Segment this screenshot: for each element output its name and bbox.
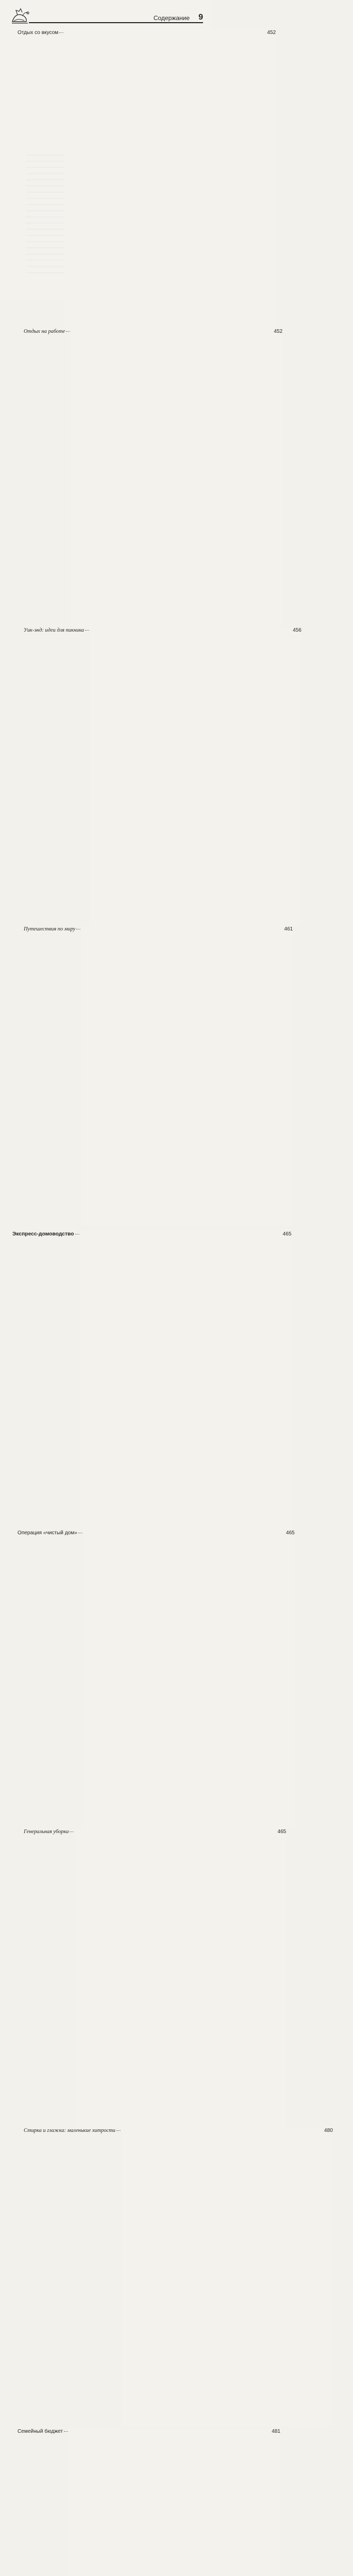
toc-entry-uik-end: Уик-энд: идеи для пикника 456 — [12, 628, 201, 926]
table-of-contents — [12, 30, 333, 2576]
section-title: Содержание — [153, 14, 190, 22]
toc-entry-puteshestviya: Путешествия по миру 461 — [12, 926, 201, 1225]
toc-entry-stirka-i-glazhka: Стирка и глажка: маленькие хитрости 480 — [12, 2128, 201, 2427]
leader-dots — [64, 2431, 68, 2432]
leader-dots — [66, 331, 70, 332]
toc-entry-operatsiya-chistyy-dom: Операция «чистый дом» 465 — [12, 1530, 201, 1829]
leader-dots — [85, 630, 89, 631]
decorative-logo-icon — [9, 7, 31, 25]
header-rule — [29, 22, 203, 23]
toc-entry-semeynyy-byudzhet: Семейный бюджет 481 — [12, 2429, 201, 2576]
leader-dots — [116, 2130, 121, 2131]
page-number: 9 — [198, 13, 203, 22]
toc-entry-otdykh-na-rabote: Отдых на работе 452 — [12, 329, 201, 628]
leader-dots — [59, 32, 63, 33]
toc-entry-generalnaya-uborka: Генеральная уборка 465 — [12, 1829, 201, 2128]
toc-entry-ekspress-domovodstvo: Экспресс-домоводство 465 — [12, 1231, 201, 1530]
toc-entry-otdykh-so-vkusom: Отдых со вкусом 452 — [12, 30, 201, 329]
page-header — [9, 7, 203, 25]
